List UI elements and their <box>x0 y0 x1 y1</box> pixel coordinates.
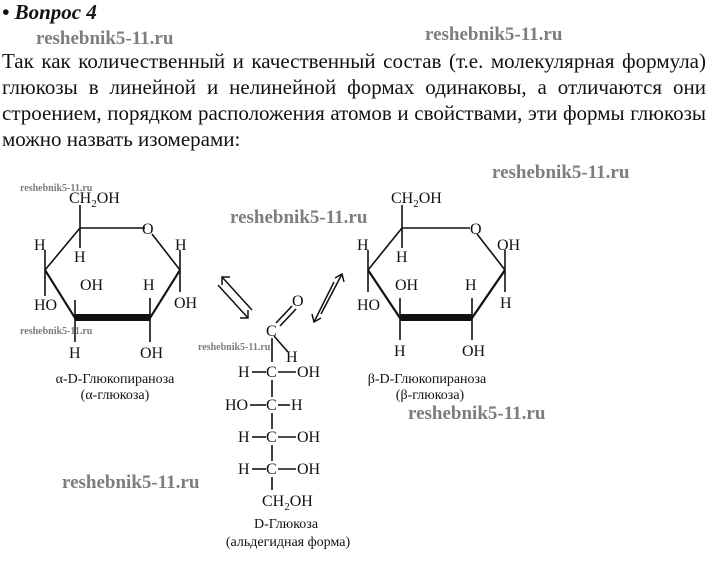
linear-c1-label: C <box>266 323 277 340</box>
beta-c1-oh-label: OH <box>497 237 521 254</box>
watermark: reshebnik5-11.ru <box>408 403 546 424</box>
linear-aldehyde-oxygen-label: O <box>292 293 304 310</box>
linear-ch2oh-label: $CH_2OH$ <box>262 493 313 513</box>
beta-c5-h-label: H <box>396 249 408 266</box>
beta-c2-oh-label: OH <box>462 343 486 360</box>
alpha-c3-h-label: H <box>69 345 81 362</box>
alpha-c4-oh-label: HO <box>34 297 58 314</box>
linear-c3-right-label: H <box>291 397 303 414</box>
beta-c3-oh-label: OH <box>395 277 419 294</box>
alpha-c4-h-label: H <box>34 237 46 254</box>
alpha-ch2oh-label: $CH_2OH$ <box>69 190 120 210</box>
watermark: reshebnik5-11.ru <box>198 342 271 353</box>
linear-glucose-caption-form: (альдегидная форма) <box>225 535 351 550</box>
linear-c4-label: C <box>266 429 277 446</box>
watermark: reshebnik5-11.ru <box>20 326 93 337</box>
linear-c5-left-label: H <box>238 461 250 478</box>
watermark: reshebnik5-11.ru <box>20 183 93 194</box>
linear-aldehyde-h-label: H <box>286 349 298 366</box>
alpha-ring-oxygen-label: O <box>142 221 154 238</box>
beta-glucose-caption-short: (β-глюкоза) <box>395 388 465 403</box>
question-heading: • Вопрос 4 <box>2 0 97 24</box>
linear-c3-label: C <box>266 397 277 414</box>
alpha-c3-oh-label: OH <box>80 277 104 294</box>
linear-c3-left-label: HO <box>225 397 249 414</box>
watermark: reshebnik5-11.ru <box>36 28 174 49</box>
linear-glucose-structure <box>225 293 350 550</box>
beta-c4-h-label: H <box>357 237 369 254</box>
linear-c4-left-label: H <box>238 429 250 446</box>
question-answer-text: Так как количественный и качественный состав (т.е. молекулярная формула) глюкозы в линейной и нелинейной формах одинаковы, а отличаются они строением, порядком расположения атомов и свойствами, эти формы глюкозы можно назвать изомерами: <box>2 49 706 151</box>
linear-glucose-caption: D-Глюкоза <box>253 517 319 532</box>
linear-c2-left-label: H <box>238 364 250 381</box>
linear-c5-label: C <box>266 461 277 478</box>
watermark: reshebnik5-11.ru <box>425 24 563 45</box>
alpha-c1-oh-label: OH <box>174 295 198 312</box>
alpha-c1-h-label: H <box>175 237 187 254</box>
equilibrium-arrows-left <box>218 277 252 318</box>
alpha-c2-oh-label: OH <box>140 345 164 362</box>
beta-c1-h-label: H <box>500 295 512 312</box>
beta-ring-oxygen-label: O <box>470 221 482 238</box>
watermark: reshebnik5-11.ru <box>492 162 630 183</box>
beta-ch2oh-label: $CH_2OH$ <box>391 190 442 210</box>
watermark: reshebnik5-11.ru <box>62 472 200 493</box>
linear-c5-right-label: OH <box>297 461 321 478</box>
beta-glucose-caption: β-D-Глюкопираноза <box>367 372 487 387</box>
alpha-glucose-structure <box>34 190 198 403</box>
beta-c2-h-label: H <box>465 277 477 294</box>
alpha-c2-h-label: H <box>143 277 155 294</box>
linear-c4-right-label: OH <box>297 429 321 446</box>
watermark: reshebnik5-11.ru <box>230 207 368 228</box>
beta-c4-oh-label: HO <box>357 297 381 314</box>
alpha-glucose-caption: α-D-Глюкопираноза <box>55 372 175 387</box>
alpha-glucose-caption-short: (α-глюкоза) <box>80 388 150 403</box>
linear-c2-label: C <box>266 364 277 381</box>
alpha-c5-h-label: H <box>74 249 86 266</box>
beta-glucose-structure <box>357 190 521 403</box>
equilibrium-arrows-right <box>312 274 344 322</box>
beta-c3-h-label: H <box>394 343 406 360</box>
linear-c2-right-label: OH <box>297 364 321 381</box>
